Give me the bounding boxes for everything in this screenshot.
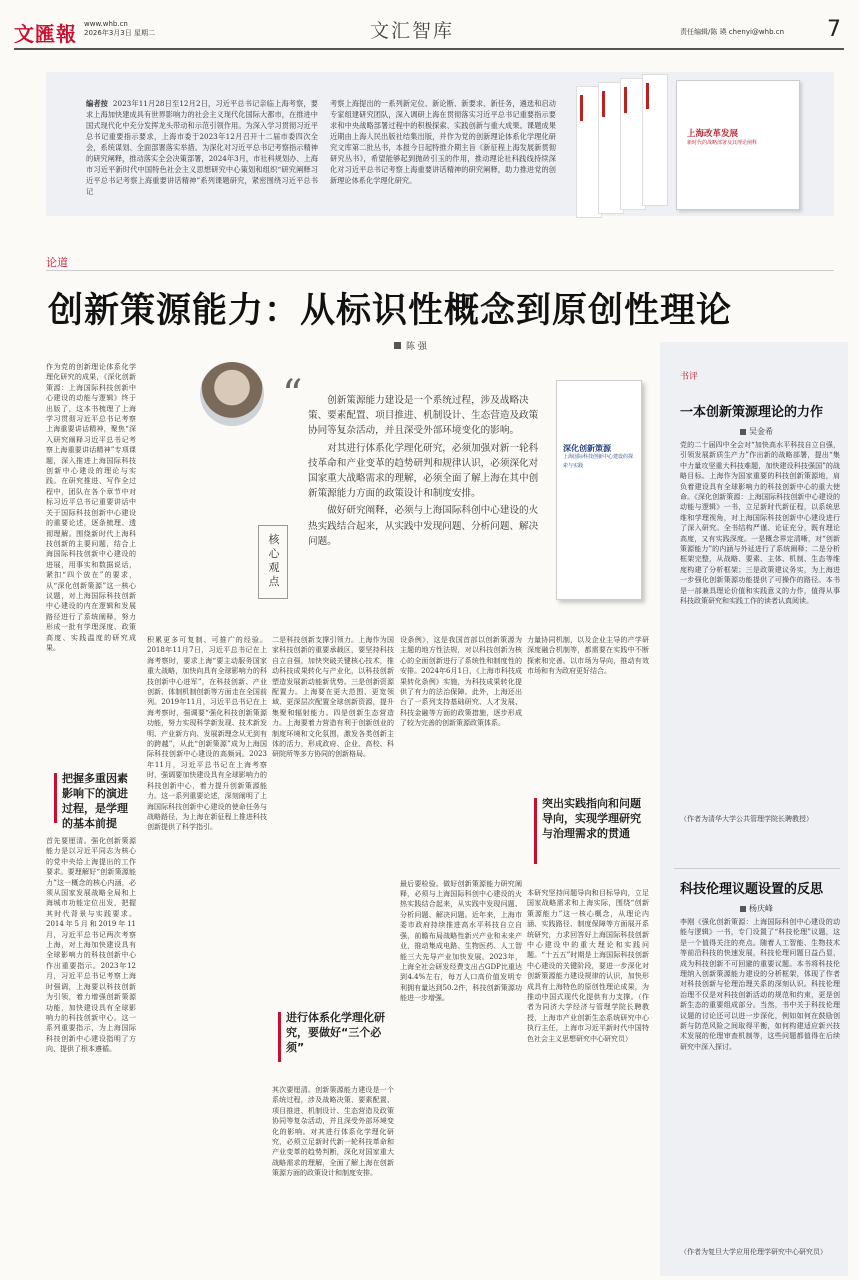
author-photo xyxy=(200,362,264,426)
featured-book-subtitle: 上海国际科技创新中心建设的探索与实践 xyxy=(563,454,634,469)
quote-icon: “ xyxy=(282,372,303,418)
article-col-3b: 其次要厘清。创新策源能力建设是一个系统过程，涉及战略决策、要素配置、项目推进、机制设计、生态营造及政策协同等复杂活动，并且深受外部环境变化的影响。对其进行体系化学理化研究，必须立足新时代新一轮科技革命和产业变革的趋势判断，深化对国家重大战略需求的理解，全面了解上海在创新策源方面的政策设计和制度安排。 xyxy=(272,1086,394,1178)
featured-book-cover xyxy=(556,380,642,600)
review-1-author xyxy=(740,426,773,437)
book-cover-subtitle: 新时代的战略部署及其理论阐释 xyxy=(687,140,758,146)
header-url: www.whb.cn xyxy=(84,20,128,28)
core-point-1: 创新策源能力建设是一个系统过程，涉及战略决策、要素配置、项目推进、机制设计、生态营造及政策协同等复杂活动，并且深受外部环境变化的影响。 xyxy=(308,395,539,437)
article-col-5b: 本研究坚持问题导向和目标导向，立足国家战略需求和上海实际，围绕“创新策源能力”这一核心概念，从理论内涵、实践路径、制度保障等方面展开系统研究，力求回答好上海国际科技创新中心建设中的重大理论和实践问题。“十五五”时期是上海国际科技创新中心建设的关键阶段，要进一步深化对创新策源能力建设规律的认识，加快形成具有上海特色的原创性理论成果，为推动中国式现代化提供有力支撑。（作者为同济大学经济与管理学院长聘教授，上海市产业创新生态系统研究中心执行主任，上海市习近平新时代中国特色社会主义思想研究中心研究员） xyxy=(527,889,649,1043)
spacer xyxy=(400,729,522,879)
editor-credit: 责任编辑/陈 瑛 chenyi@whb.cn xyxy=(680,28,785,36)
subhead-bar xyxy=(534,798,537,864)
subhead-2: 进行体系化学理化研究，要做好“三个必须” xyxy=(286,1011,385,1054)
book-cover-title: 上海改革发展 xyxy=(687,129,739,139)
header-date: 2026年3月3日 星期二 xyxy=(84,29,155,37)
article-col-1: 作为党的创新理论体系化学理化研究的成果，《深化创新策源：上海国际科技创新中心建设的动能与逻辑》终于出版了，这本书梳理了上海学习贯彻习近平总书记考察上海重要讲话精神，聚焦“深入研究阐释习近平总书记考察上海重要讲话精神”专项课题，深入推进上海国际科技创新中心建设的理论与实践。在研究推进、写作全过程中，团队在各个章节中对标习近平总书记重要讲话中关于国际科技创新中心建设的重要论述，逐条梳理、透彻理解。围绕新时代上海科技创新的主要问题，结合上海国际科技创新中心建设的进展，用事实和数据说话，紧扣“四个放在”的要求，从“深化创新策源”这一核心议题，对上海国际科技创新中心建设的内在逻辑和发展路径进行了系统阐释，努力形成一批有学理深度、政策高度、实践温度的研究成果。 xyxy=(46,363,136,652)
review-1-body: 党的二十届四中全会对“加快高水平科技自立自强，引领发展新质生产力”作出新的战略部署，提出“集中力量攻坚重大科技难题，加快建设科技强国”的战略目标。上海作为国家重要的科技创新策源地，肩负着建设具有全球影响力的科技创新中心的重大使命。《深化创新策源：上海国际科技创新中心建设的动能与逻辑》一书，立足新时代新征程，以系统思维和学理视角，对上海国际科技创新中心建设进行了深入研究。全书结构严谨、论证充分，既有理论高度，又有实践深度。一是概念界定清晰，对“创新策源能力”的内涵与外延进行了系统阐释；二是分析框架完整，从战略、要素、主体、机制、生态等维度构建了分析框架；三是政策建议务实，为上海进一步强化创新策源功能提供了可操作的路径。本书是一部兼具理论价值和实践意义的力作，值得从事科技政策研究和实践工作的读者认真阅读。 xyxy=(680,441,840,606)
review-tag: 书评 xyxy=(680,372,699,382)
review-2-author-name: 杨庆峰 xyxy=(749,904,773,913)
article-col-3: 二是科技创新支撑引领力。上海作为国家科技创新的重要承载区，要坚持科技自立自强，加快突破关键核心技术，推动科技成果转化与产业化，以科技创新塑造发展新动能新优势。三是创新资源配置力。上海要在更大范围、更宽领域、更深层次配置全球创新资源，提升集聚和辐射能力。四是创新生态营造力。上海要着力营造有利于创新创业的制度环境和文化氛围，激发各类创新主体的活力，形成政府、企业、高校、科研院所等多方协同的创新格局。 xyxy=(272,636,394,759)
byline: 陈 强 xyxy=(406,342,427,352)
article-col-4b-text: 最后要检验。做好创新策源能力研究阐释，必须与上海国际科创中心建设的火热实践结合起来，从实践中发现问题、分析问题、解决问题。近年来，上海市委市政府持续推进高水平科技自立自强，前瞻布局战略性新兴产业和未来产业，推动集成电路、生物医药、人工智能三大先导产业加快发展。2023年，上海全社会研发经费支出占GDP比重达到4.4%左右，每万人口高价值发明专利拥有量达到50.2件，科技创新策源功能进一步增强。 xyxy=(400,879,522,1003)
review-2-author xyxy=(740,903,773,914)
review-1-title: 一本创新策源理论的力作 xyxy=(680,405,824,420)
featured-book-title-main: 深化创新策源 xyxy=(563,444,611,453)
article-col-4 xyxy=(400,635,522,1273)
subhead-3: 突出实践指向和问题导向，实现学理研究与治理需求的贯通 xyxy=(542,797,641,840)
core-label: 核心观点 xyxy=(268,533,280,588)
article-col-1b: 首先要厘清。强化创新策源能力是以习近平同志为核心的党中央给上海提出的工作要求。要理解好“创新策源能力”这一概念的核心内涵，必须从国家发展战略全局和上海城市功能定位出发，把握其时代背景与实践要求。2014年5月和2019年11月，习近平总书记两次考察上海，对上海加快建设具有全球影响力的科技创新中心作出重要指示。2023年12月，习近平总书记考察上海时强调，上海要以科技创新为引领，着力增强创新策源功能，加快建设具有全球影响力的科技创新中心。这一系列重要指示，为上海国际科技创新中心建设指明了方向、提供了根本遵循。 xyxy=(46,837,136,1054)
header-rule xyxy=(14,48,844,50)
byline-square-icon xyxy=(740,429,746,435)
book-cover xyxy=(676,80,800,210)
divider xyxy=(46,270,834,271)
subhead-1: 把握多重因素影响下的演进过程，是学理的基本前提 xyxy=(62,772,128,830)
book-spine xyxy=(642,74,668,206)
review-1-note: （作者为清华大学公共管理学院长聘教授） xyxy=(680,815,813,823)
article-col-2: 积累更多可复制、可推广的经验。2018年11月7日，习近平总书记在上海考察时，要求上海“要主动服务国家重大战略，加快向具有全球影响力的科技创新中心进军”，在科技创新、产业创新、体制机制创新等方面走在全国前列。2019年11月，习近平总书记在上海考察时，强调要“强化科技创新策源功能，努力实现科学新发现、技术新发明、产业新方向、发展新理念从无到有的跨越”，从此“创新策源”成为上海国际科技创新中心建设的高频词。2023年11月，习近平总书记在上海考察时，强调要加快建设具有全球影响力的科技创新中心，着力提升创新策源能力。这一系列重要论述，深刻阐明了上海国际科技创新中心建设的使命任务与战略路径，为上海在新征程上推进科技创新提供了科学指引。 xyxy=(147,636,267,832)
subhead-bar xyxy=(278,1012,281,1062)
article-col-4-text: 设条例》，这是我国首部以创新策源为主题的地方性法规，对以科技创新为核心的全面创新进行了系统性和制度性的安排。2024年6月1日，《上海市科技成果转化条例》实施，为科技成果转化提供了有力的法治保障。此外，上海还出台了一系列支持基础研究、人才发展、科技金融等方面的政策措施，逐步形成了较为完善的创新策源政策体系。 xyxy=(400,636,522,728)
byline-square-icon xyxy=(394,342,401,349)
featured-book-title xyxy=(563,444,635,471)
editor-note-text1: 2023年11月28日至12月2日，习近平总书记亲临上海考察，要求上海加快建成具有世界影响力的社会主义现代化国际大都市，在推进中国式现代化中充分发挥龙头带动和示范引领作用。为深入学习贯彻习近平总书记重要指示要求，上海市委于2023年12月召开十二届市委四次全会，系统谋划、全面部署落实举措。为深化对习近平总书记考察指示精神的研究阐释，推动落实全会决策部署，2024年3月，市社科规划办、上海市习近平新时代中国特色社会主义思想研究中心策划和组织“研究阐释习近平总书记考察上海重要讲话精神”系列课题研究，紧密围绕习近平总书记 xyxy=(86,99,318,196)
headline: 创新策源能力：从标识性概念到原创性理论 xyxy=(48,291,733,331)
core-viewpoints xyxy=(308,393,540,551)
core-point-3: 做好研究阐释，必须与上海国际科创中心建设的火热实践结合起来，从实践中发现问题、分析问题、解决问题。 xyxy=(308,505,539,547)
review-2-body: 李刚《强化创新策源：上海国际科创中心建设的动能与逻辑》一书，专门设置了“科技伦理”议题，这是一个值得关注的亮点。随着人工智能、生物技术等前沿科技的快速发展，科技伦理问题日益凸显，成为科技创新不可回避的重要议题。本书将科技伦理纳入创新策源能力建设的分析框架，体现了作者对科技创新与伦理治理关系的深刻认识。科技伦理治理不仅是对科技创新活动的规范和约束，更是创新生态的重要组成部分。当然，书中关于科技伦理议题的讨论还可以进一步深化，例如如何在鼓励创新与防范风险之间取得平衡，如何构建适应新兴技术发展的伦理审查机制等，这些问题都值得在后续研究中深入探讨。 xyxy=(680,918,840,1051)
section-tag: 论道 xyxy=(46,256,68,269)
subhead-bar xyxy=(54,773,57,823)
editor-note-col1 xyxy=(86,98,318,213)
byline-square-icon xyxy=(740,906,746,912)
section-title: 文汇智库 xyxy=(370,20,455,42)
newspaper-logo: 文匯報 xyxy=(14,22,77,46)
page-number: 7 xyxy=(827,17,841,42)
article-col-5: 力量协同机制，以及企业主导的产学研深度融合机制等，都需要在实践中不断探索和完善。以市场为导向，推动有效市场和有为政府更好结合。 xyxy=(527,636,649,676)
divider xyxy=(674,868,840,869)
core-point-2: 对其进行体系化学理化研究，必须加强对新一轮科技革命和产业变革的趋势研判和规律认识，必须深化对国家重大战略需求的理解，必须全面了解上海在其中创新策源能力方面的政策设计和制度安排。 xyxy=(308,442,539,500)
editor-note-lead: 编者按 xyxy=(86,99,109,108)
review-2-title: 科技伦理议题设置的反思 xyxy=(680,882,824,897)
review-1-author-name: 吴金希 xyxy=(749,427,773,436)
editor-note-col2: 考察上海提出的一系列新定位、新论断、新要求、新任务，遴选和启动专家组建研究团队，深入调研上海在贯彻落实习近平总书记重要指示要求和中央战略部署过程中的积极探索、实践创新与重大成果。课题成果近期由上海人民出版社结集出版，并作为党的创新理论体系化学理化研究文库第二批丛书，本报今日起特推介期主旨《新征程上海发展新贯彻研究丛书》，希望能够起到抛砖引玉的作用，推动理论社科践线持续深化对习近平总书记考察上海重要讲话精神的研究阐释，助力推进党的创新理论体系化学理化研究。 xyxy=(330,99,556,185)
review-2-note: （作者为复旦大学应用伦理学研究中心研究员） xyxy=(680,1248,827,1256)
header-meta xyxy=(84,20,155,38)
